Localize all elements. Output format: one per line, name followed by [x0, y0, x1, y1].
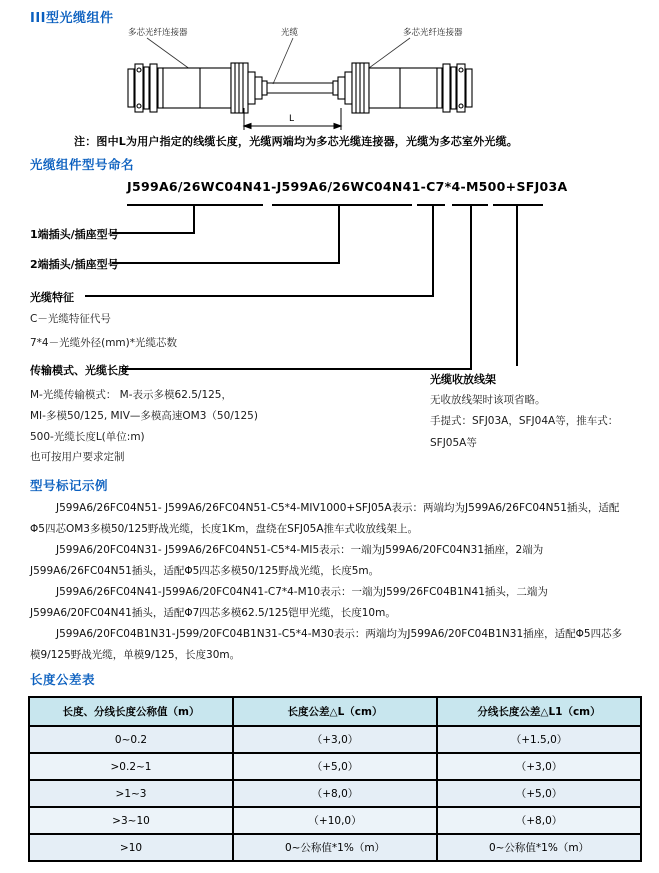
cell-length-tol: （+3,0）: [233, 726, 437, 753]
cell-nominal: >10: [29, 834, 233, 861]
diagram-note: 注：图中L为用户指定的线缆长度，光缆两端均为多芯光缆连接器，光缆为多芯室外光缆。: [74, 135, 519, 148]
naming-callout-lines: [0, 193, 659, 378]
transmission-label: 传输模式、光缆长度: [30, 364, 129, 377]
table-row: [29, 807, 641, 834]
example-line: J599A6/20FC04N31- J599A6/26FC04N51-C5*4-MI5表示：一端为J599A6/20FC04N31插座，2端为: [56, 544, 544, 556]
cell-branch-tol: （+1.5,0）: [437, 726, 641, 753]
cell-length-tol: （+5,0）: [233, 753, 437, 780]
cell-branch-tol: （+5,0）: [437, 780, 641, 807]
connector-left-drawing: [128, 63, 267, 113]
cable-label: 光缆: [281, 28, 299, 38]
tolerance-section-title: 长度公差表: [30, 672, 96, 687]
reel-desc-3: SFJ05A等: [430, 437, 477, 449]
examples-section-title: 型号标记示例: [30, 478, 109, 493]
cell-branch-tol: （+8,0）: [437, 807, 641, 834]
model-code: J599A6/26WC04N41-J599A6/26WC04N41-C7*4-M500+SFJ03A: [127, 179, 568, 194]
cable-feature-desc-2: 7*4－光缆外径(mm)*光缆芯数: [30, 337, 178, 349]
naming-section-title: 光缆组件型号命名: [30, 157, 135, 172]
transmission-desc-2: MI-多模50/125, MIV—多模高速OM3（50/125): [30, 410, 258, 422]
reel-label: 光缆收放线架: [430, 373, 496, 386]
cell-nominal: >1~3: [29, 780, 233, 807]
examples-block: [30, 498, 636, 666]
cable-drawing: [267, 83, 333, 93]
reel-desc-1: 无收放线架时该项省略。: [430, 394, 546, 406]
table-row: [29, 753, 641, 780]
reel-desc-2: 手提式：SFJ03A，SFJ04A等，推车式：: [430, 415, 619, 427]
transmission-desc-4: 也可按用户要求定制: [30, 451, 125, 463]
col-header-length-tolerance: 长度公差△L（cm）: [233, 697, 437, 726]
table-row: [29, 780, 641, 807]
table-row: [29, 726, 641, 753]
example-line: J599A6/26FC04N51插头，适配Φ5四芯多模50/125野战光缆，长度5m。: [30, 565, 380, 577]
example-line: 模9/125野战光缆，单模9/125，长度30m。: [30, 649, 241, 661]
dimension-l-label: L: [289, 114, 295, 124]
col-header-branch-tolerance: 分线长度公差△L1（cm）: [437, 697, 641, 726]
page-title: III型光缆组件: [30, 11, 114, 26]
table-row: [29, 834, 641, 861]
cell-nominal: >3~10: [29, 807, 233, 834]
example-line: J599A6/20FC04N41插头，适配Φ7四芯多模62.5/125铠甲光缆，长度10m。: [30, 607, 396, 619]
example-line: J599A6/20FC04B1N31-J599/20FC04B1N31-C5*4-M30表示：两端均为J599A6/20FC04B1N31插座，适配Φ5四芯多: [56, 628, 623, 640]
tolerance-table: [28, 696, 642, 862]
cell-length-tol: （+10,0）: [233, 807, 437, 834]
cable-feature-desc-1: C－光缆特征代号: [30, 313, 111, 325]
cell-length-tol: （+8,0）: [233, 780, 437, 807]
example-line: Φ5四芯OM3多模50/125野战光缆，长度1Km，盘绕在SFJ05A推车式收放线架上。: [30, 523, 419, 535]
example-line: J599A6/26FC04N41-J599A6/20FC04N41-C7*4-M10表示：一端为J599/26FC04B1N41插头，二端为: [56, 586, 548, 598]
cell-nominal: 0~0.2: [29, 726, 233, 753]
cell-branch-tol: （+3,0）: [437, 753, 641, 780]
cable-assembly-diagram: [100, 22, 560, 137]
cell-nominal: >0.2~1: [29, 753, 233, 780]
cell-branch-tol: 0~公称值*1%（m）: [437, 834, 641, 861]
table-header-row: [29, 697, 641, 726]
transmission-desc-1: M-光缆传输模式： M-表示多模62.5/125，: [30, 389, 232, 401]
col-header-nominal-length: 长度、分线长度公称值（m）: [29, 697, 233, 726]
example-line: J599A6/26FC04N51- J599A6/26FC04N51-C5*4-MIV1000+SFJ05A表示：两端均为J599A6/26FC04N51插头，适配: [56, 502, 620, 514]
connector-right-label: 多芯光纤连接器: [403, 28, 463, 38]
end1-label: 1端插头/插座型号: [30, 228, 119, 241]
cell-length-tol: 0~公称值*1%（m）: [233, 834, 437, 861]
connector-left-label: 多芯光纤连接器: [128, 28, 188, 38]
end2-label: 2端插头/插座型号: [30, 258, 119, 271]
connector-right-drawing: [333, 63, 472, 113]
transmission-desc-3: 500-光缆长度L(单位:m): [30, 431, 145, 443]
cable-feature-label: 光缆特征: [30, 291, 74, 304]
